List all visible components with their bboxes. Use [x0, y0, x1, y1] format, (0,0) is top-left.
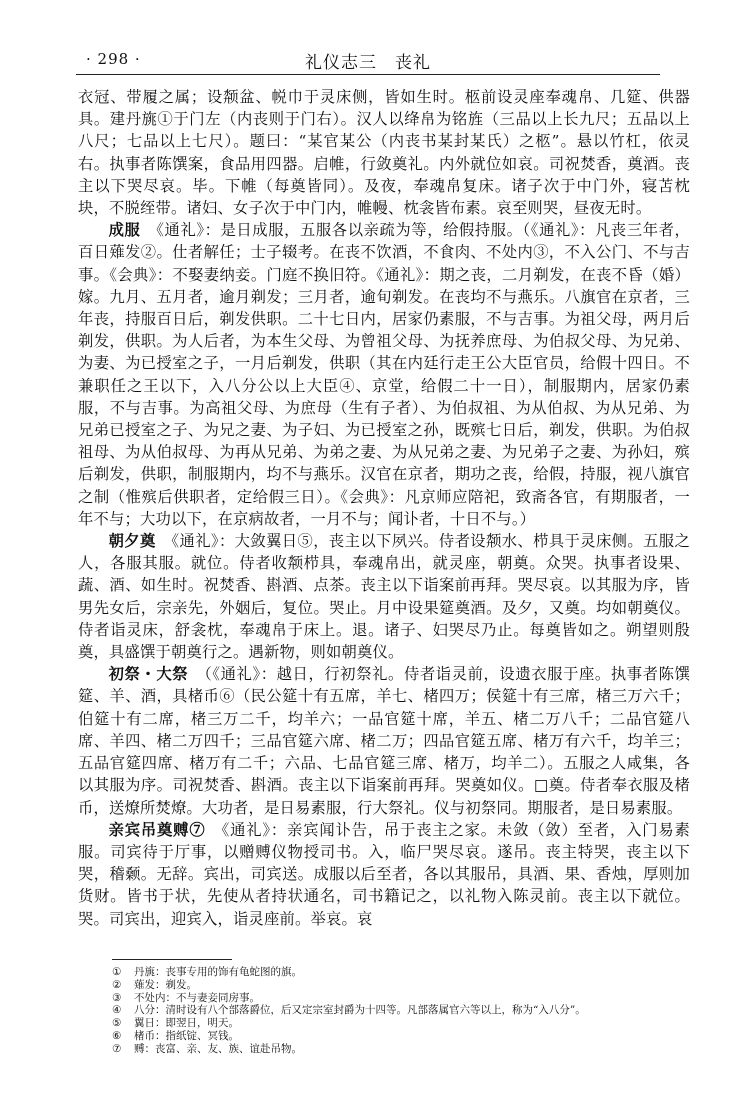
footnote-text: 赙：丧富、亲、友、族、谊赴吊物。 — [134, 1042, 302, 1055]
footnote — [112, 1043, 652, 1056]
section-title: 成服 — [108, 221, 141, 240]
paragraph-text: （《通礼》：越日，行初祭礼。侍者诣灵前，设遗衣服于座。执事者陈馔筵、羊、酒，具楮币⑥（民公筵十有五席，羊七、楮四万；侯筵十有三席，楮三万六千；伯筵十有二席，楮三万二千，均羊六；一品官筵十席，羊五、楮二万八千；二品官筵八席、羊四、楮二万四千；三品官筵六席、楮二万；四品官筵五席、楮万有六千，均羊三；五品官筵四席、楮万有二千；六品、七品官筵三席、楮万，均羊二）。五服之人咸集，各以其服为序。司祝焚香、斟酒。丧主以下诣案前再拜。哭奠如仪。□奠。侍者奉衣服及楮币，送燎所焚燎。大功者，是日易素服，行大祭礼。仪与初祭同。期服者，是日易素服。 — [78, 665, 690, 817]
section-title: 初祭・大祭 — [108, 665, 189, 684]
footnote-number: ② — [112, 978, 122, 991]
paragraph-text: 《通礼》：亲宾闻讣告，吊于丧主之家。未敛（敛）至者，入门易素服。司宾待于厅事，以赠赙仪物授司书。入，临尸哭尽哀。遂吊。丧主特哭，丧主以下哭，稽颡。无辞。宾出，司宾送。成服以后至者，各以其服吊，具酒、果、香烛，厚则加货财。皆书于状，先使从者持状通名，司书籍记之，以礼物入陈灵前。丧主以下就位。哭。司宾出，迎宾入，诣灵座前。举哀。哀 — [78, 820, 691, 928]
section-chengfu — [78, 219, 690, 530]
section-chuji-daji — [78, 663, 690, 818]
page-number: · 298 · — [86, 50, 141, 68]
footnote-divider — [112, 959, 232, 960]
paragraph — [78, 86, 690, 219]
footnote-text: 翼日：即翌日，明天。 — [134, 1017, 239, 1030]
paragraph-text: 《通礼》：是日成服，五服各以亲疏为等，给假持服。（《通礼》：凡丧三年者，百日薙发②。仕者解任；士子辍考。在丧不饮酒，不食肉、不处内③，不入公门、不与吉事。《会典》：不娶妻纳妾。门庭不换旧符。《通礼》：期之丧，二月剃发，在丧不昏（婚）嫁。九月、五月者，逾月剃发；三月者，逾旬剃发。在丧均不与燕乐。八旗官在京者，三年丧，持服百日后，剃发供职。二十七日内，居家仍素服，不与吉事。为祖父母，两月后剃发，供职。为人后者，为本生父母、为曾祖父母、为抚养庶母、为伯叔父母、为兄弟、为妻、为已授室之子，一月后剃发，供职（其在内廷行走王公大臣官员，给假十四日。不兼职任之王以下，入八分公以上大臣④、京堂，给假二十一日），制服期内，居家仍素服，不与吉事。为高祖父母、为庶母（生有子者）、为伯叔祖、为从伯叔、为从兄弟、为兄弟已授室之子、为兄之妻、为子妇、为已授室之孙，既殡七日后，剃发，供职。为伯叔祖母、为从伯叔母、为再从兄弟、为弟之妻、为从兄弟之妻、为兄弟子之妻、为孙妇，殡后剃发，供职，制服期内，均不与燕乐。汉官在京者，期功之丧，给假，持服，视八旗官之制（惟殡后供职者，定给假三日）。《会典》：凡京师应陪祀，致斋各官，有期服者，一年不与；大功以下，在京病故者，一月不与；闻讣者，十日不与。） — [78, 221, 691, 528]
section-title: 朝夕奠 — [108, 532, 156, 551]
footnote-text: 丹旐：丧事专用的饰有龟蛇图的旗。 — [134, 966, 302, 978]
footnote-text: 八分：清时设有八个部落爵位，后又定宗室封爵为十四等。凡部落属官六等以上，称为“入八分”。 — [134, 1004, 586, 1017]
footnote — [112, 966, 652, 979]
footnote-number: ① — [112, 966, 122, 978]
footnotes — [112, 966, 652, 1056]
body-text — [78, 86, 690, 930]
paragraph-text: 《通礼》：大敛翼日⑤，丧主以下夙兴。侍者设颒水、栉具于灵床侧。五服之人，各服其服。就位。侍者收颒栉具，奉魂帛出，就灵座，朝奠。众哭。执事者设果、蔬、酒、如生时。祝焚香、斟酒、点茶。丧主以下诣案前再拜。哭尽哀。以其服为序，皆男先女后，宗亲先，外姻后，复位。哭止。月中设果筵奠酒。及夕，又奠。均如朝奠仪。侍者诣灵床，舒衾枕，奉魂帛于床上。退。诸子、妇哭尽乃止。每奠皆如之。朔望则殷奠，具盛馔于朝奠行之。遇新物，则如朝奠仪。 — [78, 532, 690, 662]
footnote-number: ③ — [112, 991, 122, 1004]
footnote — [112, 992, 652, 1005]
footnote-text: 楮币：指纸锭、冥钱。 — [134, 1029, 239, 1042]
footnote-text: 不处内：不与妻妾同房事。 — [134, 991, 260, 1004]
footnote-number: ⑦ — [112, 1042, 122, 1055]
section-zhaoxidian — [78, 530, 690, 663]
footnote-number: ⑥ — [112, 1029, 122, 1042]
paragraph-text: 衣冠、带履之属；设颒盆、帨巾于灵床侧，皆如生时。柩前设灵座奉魂帛、几筵、供器具。建丹旐①于门左（内丧则于门右）。汉人以绛帛为铭旌（三品以上长九尺；五品以上八尺；七品以上七尺）。题曰：“某官某公（内丧书某封某氏）之柩”。悬以竹杠，依灵右。执事者陈馔案，食品用四器。启帷，行敛奠礼。内外就位如哀。司祝焚香，奠酒。丧主以下哭尽哀。毕。下帷（每奠皆同）。及夜，奉魂帛复床。诸子次于中门外，寝苫枕块，不脱绖带。诸妇、女子次于中门内，帷幔、枕衾皆布素。哀至则哭，昼夜无时。 — [78, 88, 690, 218]
running-title: 礼仪志三 丧礼 — [305, 53, 431, 73]
footnote-number: ④ — [112, 1004, 122, 1017]
footnote-number: ⑤ — [112, 1017, 122, 1030]
section-title: 亲宾吊奠赙⑦ — [108, 820, 206, 839]
page-header — [76, 44, 660, 75]
footnote — [112, 1017, 652, 1030]
footnote-text: 薙发：剃发。 — [134, 978, 197, 991]
footnote — [112, 1004, 652, 1017]
footnote — [112, 1030, 652, 1043]
footnote — [112, 979, 652, 992]
section-qinbin-diaodianfu — [78, 819, 690, 930]
